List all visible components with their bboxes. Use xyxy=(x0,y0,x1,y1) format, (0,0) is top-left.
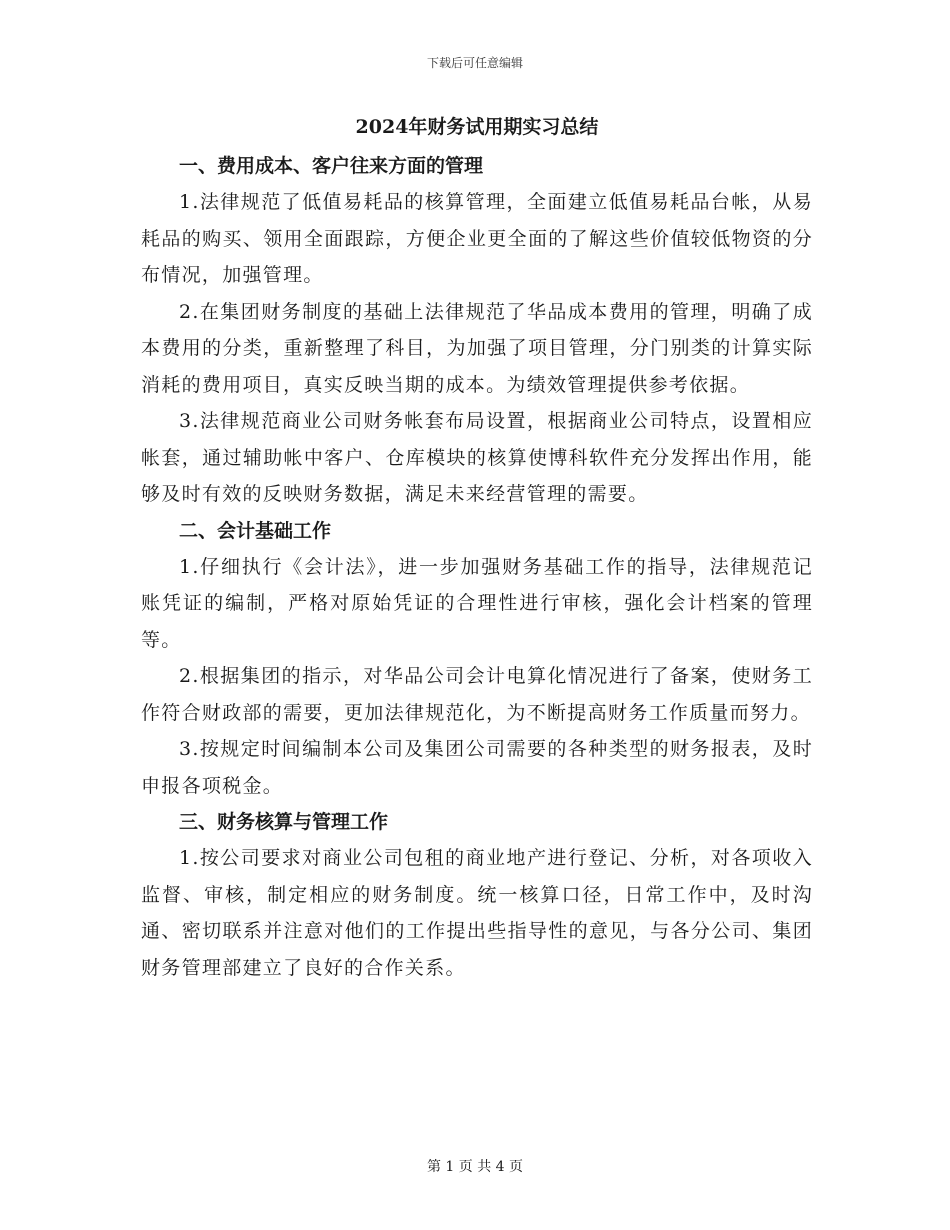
paragraph: 1.按公司要求对商业公司包租的商业地产进行登记、分析，对各项收入监督、审核，制定相应的财务制度。统一核算口径，日常工作中，及时沟通、密切联系并注意对他们的工作提出些指导性的意见，与各分公司、集团财务管理部建立了良好的合作关系。 xyxy=(141,847,813,979)
section-3 xyxy=(141,804,813,986)
section-2 xyxy=(141,513,813,805)
paragraph: 3.法律规范商业公司财务帐套布局设置，根据商业公司特点，设置相应帐套，通过辅助帐中客户、仓库模块的核算使博科软件充分发挥出作用，能够及时有效的反映财务数据，满足未来经营管理的需要。 xyxy=(141,410,813,505)
section-heading: 三、财务核算与管理工作 xyxy=(179,811,389,833)
section-heading: 一、费用成本、客户往来方面的管理 xyxy=(179,155,484,177)
page-number: 第 1 页 共 4 页 xyxy=(426,1159,524,1175)
paragraph: 2.根据集团的指示，对华品公司会计电算化情况进行了备案，使财务工作符合财政部的需要，更加法律规范化，为不断提高财务工作质量而努力。 xyxy=(141,665,813,724)
paragraph: 1.仔细执行《会计法》，进一步加强财务基础工作的指导，法律规范记账凭证的编制，严格对原始凭证的合理性进行审核，强化会计档案的管理等。 xyxy=(141,555,813,651)
paragraph: 3.按规定时间编制本公司及集团公司需要的各种类型的财务报表，及时申报各项税金。 xyxy=(141,738,813,797)
section-1 xyxy=(141,148,813,513)
page-header-note: 下载后可任意编辑 xyxy=(426,56,523,70)
paragraph: 2.在集团财务制度的基础上法律规范了华品成本费用的管理，明确了成本费用的分类，重新整理了科目，为加强了项目管理，分门别类的计算实际消耗的费用项目，真实反映当期的成本。为绩效管理提供参考依据。 xyxy=(141,300,813,396)
section-heading: 二、会计基础工作 xyxy=(179,519,332,542)
document-title: 2024年财务试用期实习总结 xyxy=(355,116,599,138)
document-body xyxy=(141,112,813,986)
paragraph: 1.法律规范了低值易耗品的核算管理，全面建立低值易耗品台帐，从易耗品的购买、领用全面跟踪，方便企业更全面的了解这些价值较低物资的分布情况，加强管理。 xyxy=(141,191,813,286)
